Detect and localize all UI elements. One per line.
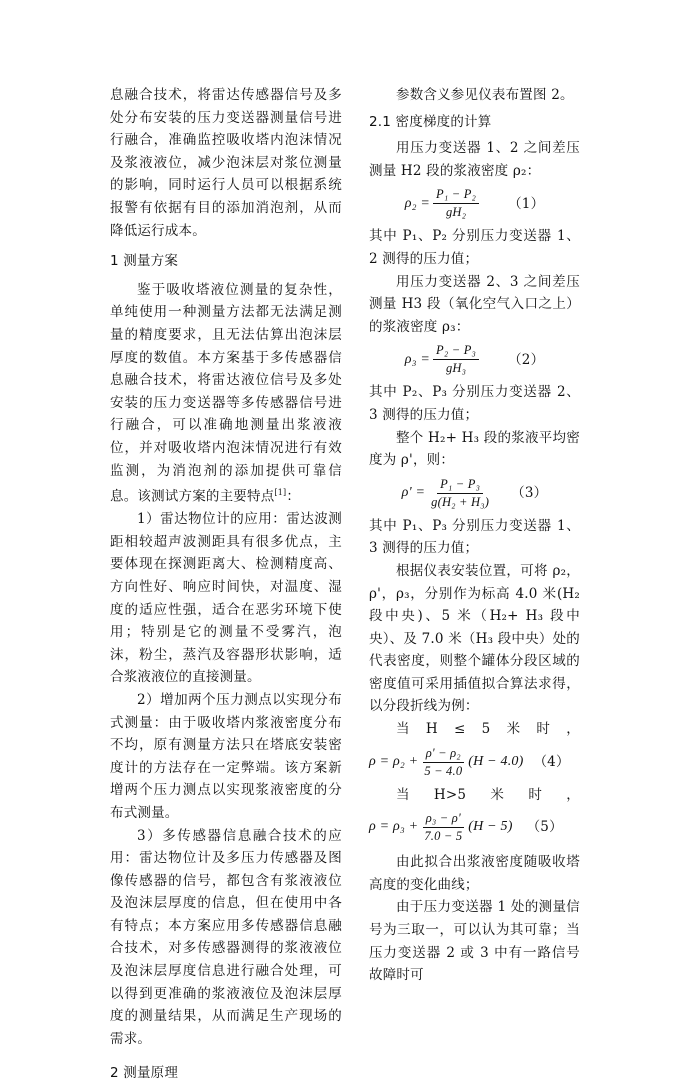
paragraph-transmitter-fault: 由于压力变送器 1 处的测量信号为三取一，可以认为其可靠；当压力变送器 2 或 3 中有一路信号故障时可 bbox=[369, 899, 580, 984]
condition-1-token: ， bbox=[566, 721, 580, 738]
equation-1 bbox=[369, 186, 580, 221]
equation-5-tail: (H − 5) bbox=[468, 819, 513, 835]
equation-5-denominator: 7.0 − 5 bbox=[424, 829, 463, 844]
equation-3-denominator: g(H₂ + H₃) bbox=[431, 494, 490, 509]
equation-5-lhs: ρ = ρ₃ + bbox=[369, 819, 419, 835]
equation-3-lhs: ρ' = bbox=[401, 484, 426, 500]
equation-3-body bbox=[402, 476, 495, 511]
condition-1-token: 5 bbox=[481, 721, 491, 738]
paragraph-end: ： bbox=[286, 488, 301, 505]
equation-1-denominator: gH₂ bbox=[445, 205, 467, 220]
equation-1-number: （1） bbox=[508, 195, 545, 212]
equation-5-numerator: ρ₃ − ρ' bbox=[423, 810, 464, 828]
equation-2-fraction bbox=[433, 342, 479, 377]
equation-4-tail: (H − 4.0) bbox=[468, 753, 524, 769]
condition-1 bbox=[369, 718, 580, 741]
condition-1-token: 时 bbox=[536, 721, 551, 738]
condition-1-token: 当 bbox=[396, 721, 410, 738]
equation-3-fraction bbox=[428, 476, 492, 511]
paragraph-text: 鉴于吸收塔液位测量的复杂性，单纯使用一种测量方法都无法满足测量的精度要求，且无法估算出泡沫层厚度的数值。本方案基于多传感器信息融合技术，将雷达液位信号及多处安装的压力变送器等多传感器信号进行融合，可以准确地测量出浆液液位，并对吸收塔内泡沫情况进行有效监测，为消泡剂的添加提供可靠信息。该测试方案的主要特点 bbox=[110, 281, 342, 505]
equation-4-number: （4） bbox=[533, 753, 570, 770]
equation-2-body bbox=[405, 342, 482, 377]
equation-4-numerator: ρ' − ρ₂ bbox=[423, 745, 464, 763]
feature-item-2: 2）增加两个压力测点以实现分布式测量：由于吸收塔内浆液密度分布不均，原有测量方法只在塔底安装密度计的方法存在一定弊端。该方案新增两个压力测点以实现浆液密度的分布式测量。 bbox=[110, 691, 342, 821]
condition-2-token: 时 bbox=[528, 786, 543, 803]
paragraph-p2p3: 其中 P₂、P₃ 分别压力变送器 2、3 测得的压力值； bbox=[369, 384, 580, 423]
equation-5-body bbox=[369, 810, 513, 845]
equation-4-body bbox=[369, 745, 523, 780]
equation-2 bbox=[369, 342, 580, 377]
condition-2-token: 米 bbox=[490, 786, 505, 803]
condition-2-token: ， bbox=[566, 786, 580, 803]
equation-5-fraction bbox=[421, 810, 465, 845]
condition-2 bbox=[369, 784, 580, 807]
right-column bbox=[369, 84, 580, 987]
equation-1-body bbox=[405, 186, 482, 221]
equation-4-lhs: ρ = ρ₂ + bbox=[369, 753, 419, 769]
equation-2-number: （2） bbox=[508, 351, 545, 368]
reference-mark: [1] bbox=[274, 488, 287, 498]
condition-1-token: H bbox=[425, 721, 438, 738]
feature-item-3: 3）多传感器信息融合技术的应用：雷达物位计及多压力传感器及图像传感器的信号，都包含有浆液液位及泡沫层厚度的信息，但在使用中各有特点；本方案应用多传感器信息融合技术，对多传感器测得的浆液液位及泡沫层厚度信息进行融合处理，可以得到更准确的浆液液位及泡沫层厚度的测量结果，从而满足生产现场的需求。 bbox=[110, 827, 342, 1047]
paragraph-rho3: 用压力变送器 2、3 之间差压测量 H3 段（氧化空气入口之上）的浆液密度 ρ₃： bbox=[369, 273, 580, 335]
paragraph-figure-ref: 参数含义参见仪表布置图 2。 bbox=[396, 87, 574, 103]
condition-2-token: H>5 bbox=[433, 786, 467, 803]
paragraph-rho2: 用压力变送器 1、2 之间差压测量 H2 段的浆液密度 ρ₂： bbox=[369, 140, 580, 179]
paragraph-p1p2: 其中 P₁、P₂ 分别压力变送器 1、2 测得的压力值； bbox=[369, 228, 580, 267]
equation-3-number: （3） bbox=[511, 484, 548, 501]
paragraph-interpolation: 根据仪表安装位置，可将 ρ₂，ρ'，ρ₃，分别作为标高 4.0 米(H₂ 段中央)、5 米（H₂+ H₃ 段中央）、及 7.0 米（H₃ 段中央）处的代表密度，则整个罐体分段区域的密度值可采用插值拟合算法求得，以分段折线为例： bbox=[369, 562, 580, 715]
equation-2-denominator: gH₃ bbox=[445, 361, 467, 376]
equation-2-lhs: ρ₃ = bbox=[404, 351, 431, 367]
section-heading-1: 1 测量方案 bbox=[110, 253, 179, 270]
equation-5 bbox=[369, 810, 580, 845]
equation-3 bbox=[369, 476, 580, 511]
section-heading-2: 2 测量原理 bbox=[110, 1065, 179, 1082]
intro-paragraph: 息融合技术，将雷达传感器信号及多处分布安装的压力变送器测量信号进行融合，准确监控吸收塔内泡沫情况及浆液液位，减少泡沫层对浆位测量的影响，同时运行人员可以根据系统报警有依据有目的添加消泡剂，从而降低运行成本。 bbox=[110, 87, 342, 239]
condition-1-token: 米 bbox=[506, 721, 521, 738]
equation-1-fraction bbox=[433, 186, 479, 221]
equation-4-denominator: 5 − 4.0 bbox=[424, 763, 463, 778]
subsection-heading-2-1: 2.1 密度梯度的计算 bbox=[369, 113, 492, 130]
equation-4-fraction bbox=[421, 745, 465, 780]
condition-1-token: ≤ bbox=[453, 721, 466, 738]
paragraph-measurement-scheme bbox=[110, 279, 342, 508]
condition-2-token: 当 bbox=[396, 786, 410, 803]
equation-1-lhs: ρ₂ = bbox=[404, 195, 431, 211]
paragraph-fit-curve: 由此拟合出浆液密度随吸收塔高度的变化曲线； bbox=[369, 854, 580, 893]
equation-3-numerator: P₁ − P₃ bbox=[437, 476, 483, 494]
equation-2-numerator: P₂ − P₃ bbox=[433, 342, 479, 360]
equation-5-number: （5） bbox=[526, 819, 563, 836]
feature-item-1: 1）雷达物位计的应用：雷达波测距相较超声波测距具有很多优点，主要体现在探测距离大、检测精度高、方向性好、响应时间快，对温度、湿度的适应性强，适合在恶劣环境下使用；特别是它的测量不受雾汽，泡沫，粉尘，蒸汽及容器形状影响，适合浆液液位的直接测量。 bbox=[110, 511, 342, 686]
paragraph-p1p3: 其中 P₁、P₃ 分别压力变送器 1、3 测得的压力值； bbox=[369, 517, 580, 557]
paragraph-average-density: 整个 H₂+ H₃ 段的浆液平均密度为 ρ'，则： bbox=[369, 429, 580, 469]
left-column bbox=[110, 84, 342, 1091]
equation-4 bbox=[369, 745, 580, 780]
equation-1-numerator: P₁ − P₂ bbox=[433, 186, 479, 204]
